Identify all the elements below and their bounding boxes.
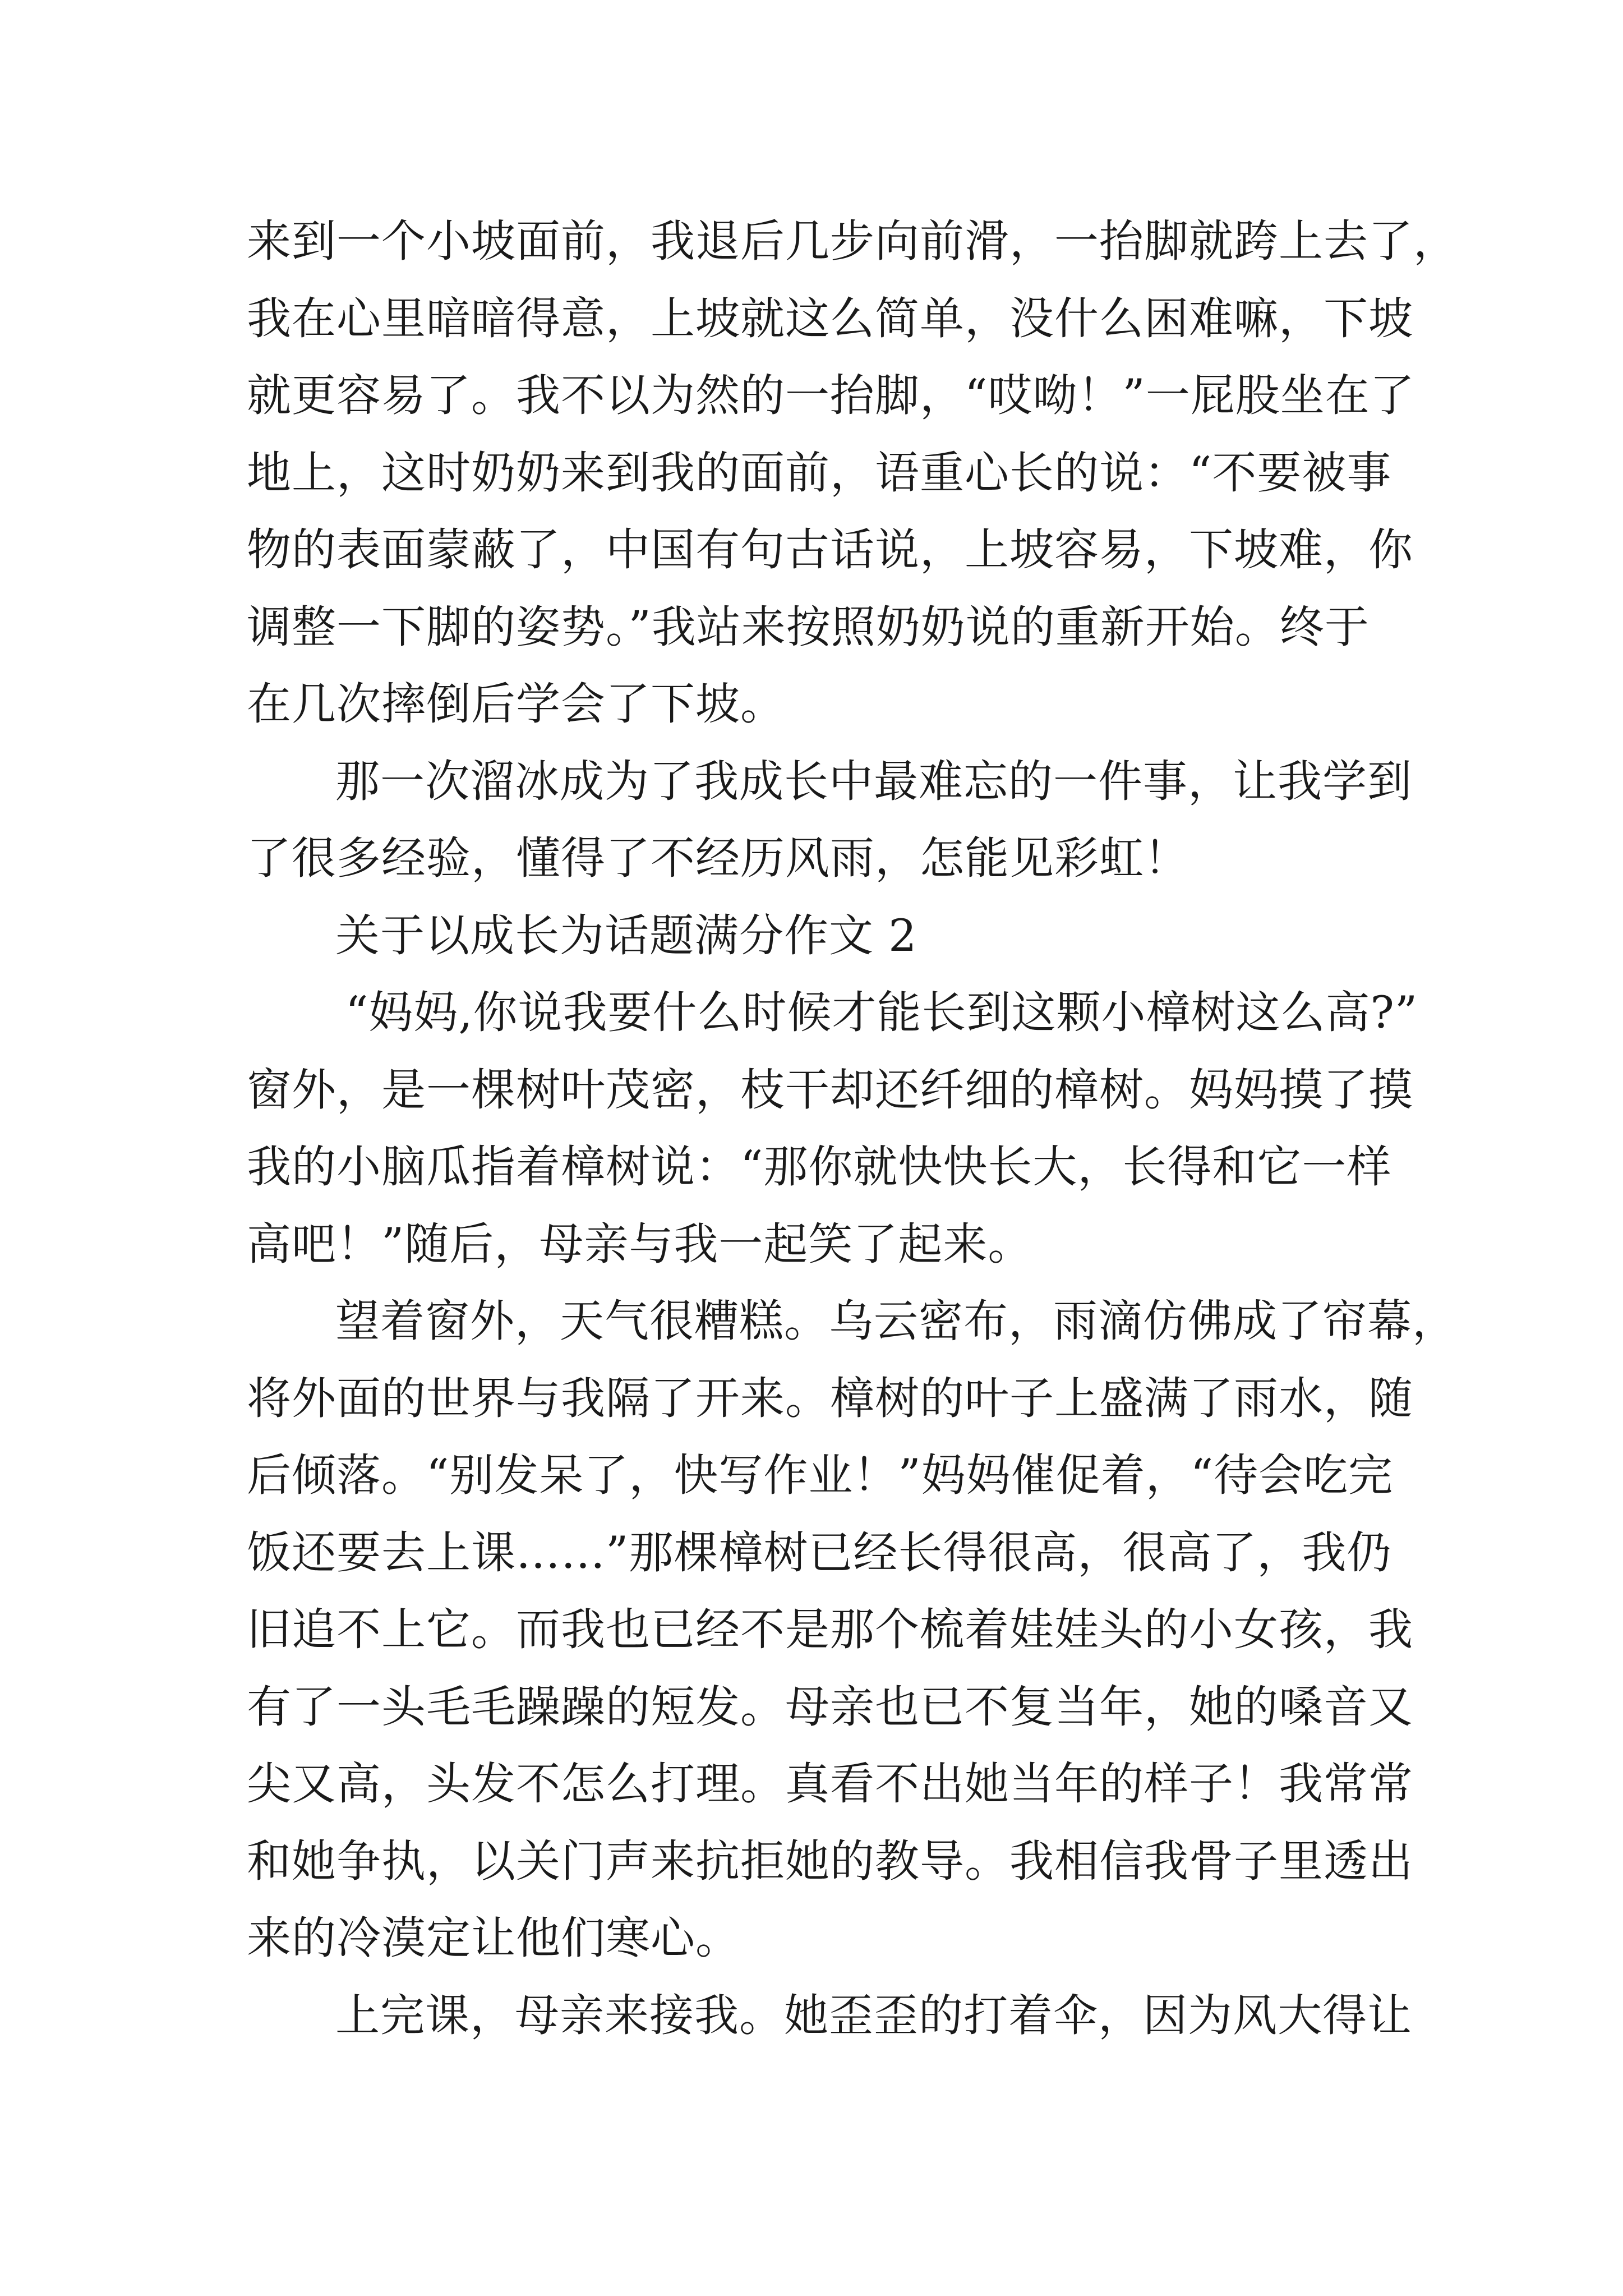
text-line: 我的小脑瓜指着樟树说：“那你就快快长大，长得和它一样 (247, 1141, 1392, 1193)
paragraph-start-line: 上完课，母亲来接我。她歪歪的打着伞，因为风大得让 (335, 1989, 1412, 2041)
text-line: 物的表面蒙蔽了，中国有句古话说，上坡容易，下坡难，你 (247, 524, 1413, 576)
text-line: 我在心里暗暗得意，上坡就这么简单，没什么困难嘛，下坡 (247, 292, 1413, 344)
text-line: 尖又高，头发不怎么打理。真看不出她当年的样子！我常常 (247, 1758, 1413, 1810)
text-line: 调整一下脚的姿势。”我站来按照奶奶说的重新开始。终于 (247, 601, 1370, 653)
text-line: 后倾落。“别发呆了，快写作业！”妈妈催促着，“待会吃完 (247, 1450, 1394, 1501)
text-line: 窗外，是一棵树叶茂密，枝干却还纤细的樟树。妈妈摸了摸 (247, 1064, 1413, 1116)
essay-text (247, 203, 1458, 2054)
paragraph-start-line: “妈妈,你说我要什么时候才能长到这颗小樟树这么高?” (345, 987, 1418, 1038)
section-heading: 关于以成长为话题满分作文 2 (335, 909, 917, 961)
text-line: 地上，这时奶奶来到我的面前，语重心长的说：“不要被事 (247, 447, 1392, 499)
text-line: 高吧！”随后，母亲与我一起笑了起来。 (247, 1218, 1033, 1270)
text-line: 了很多经验，懂得了不经历风雨，怎能见彩虹！ (247, 832, 1189, 884)
text-line: 饭还要去上课……”那棵樟树已经长得很高，很高了，我仍 (247, 1526, 1392, 1579)
paragraph-start-line: 望着窗外，天气很糟糕。乌云密布，雨滴仿佛成了帘幕， (335, 1295, 1457, 1347)
text-line: 旧追不上它。而我也已经不是那个梳着娃娃头的小女孩，我 (247, 1604, 1413, 1655)
text-line: 有了一头毛毛躁躁的短发。母亲也已不复当年，她的嗓音又 (247, 1681, 1413, 1733)
text-line: 将外面的世界与我隔了开来。樟树的叶子上盛满了雨水，随 (247, 1372, 1413, 1424)
text-line: 就更容易了。我不以为然的一抬脚，“哎呦！”一屁股坐在了 (247, 370, 1415, 421)
text-line: 来到一个小坡面前，我退后几步向前滑，一抬脚就跨上去了， (247, 215, 1458, 267)
text-line: 和她争执，以关门声来抗拒她的教导。我相信我骨子里透出 (247, 1835, 1413, 1887)
text-line: 在几次摔倒后学会了下坡。 (247, 678, 785, 730)
paragraph-start-line: 那一次溜冰成为了我成长中最难忘的一件事，让我学到 (335, 755, 1412, 807)
text-line: 来的冷漠定让他们寒心。 (247, 1912, 740, 1964)
